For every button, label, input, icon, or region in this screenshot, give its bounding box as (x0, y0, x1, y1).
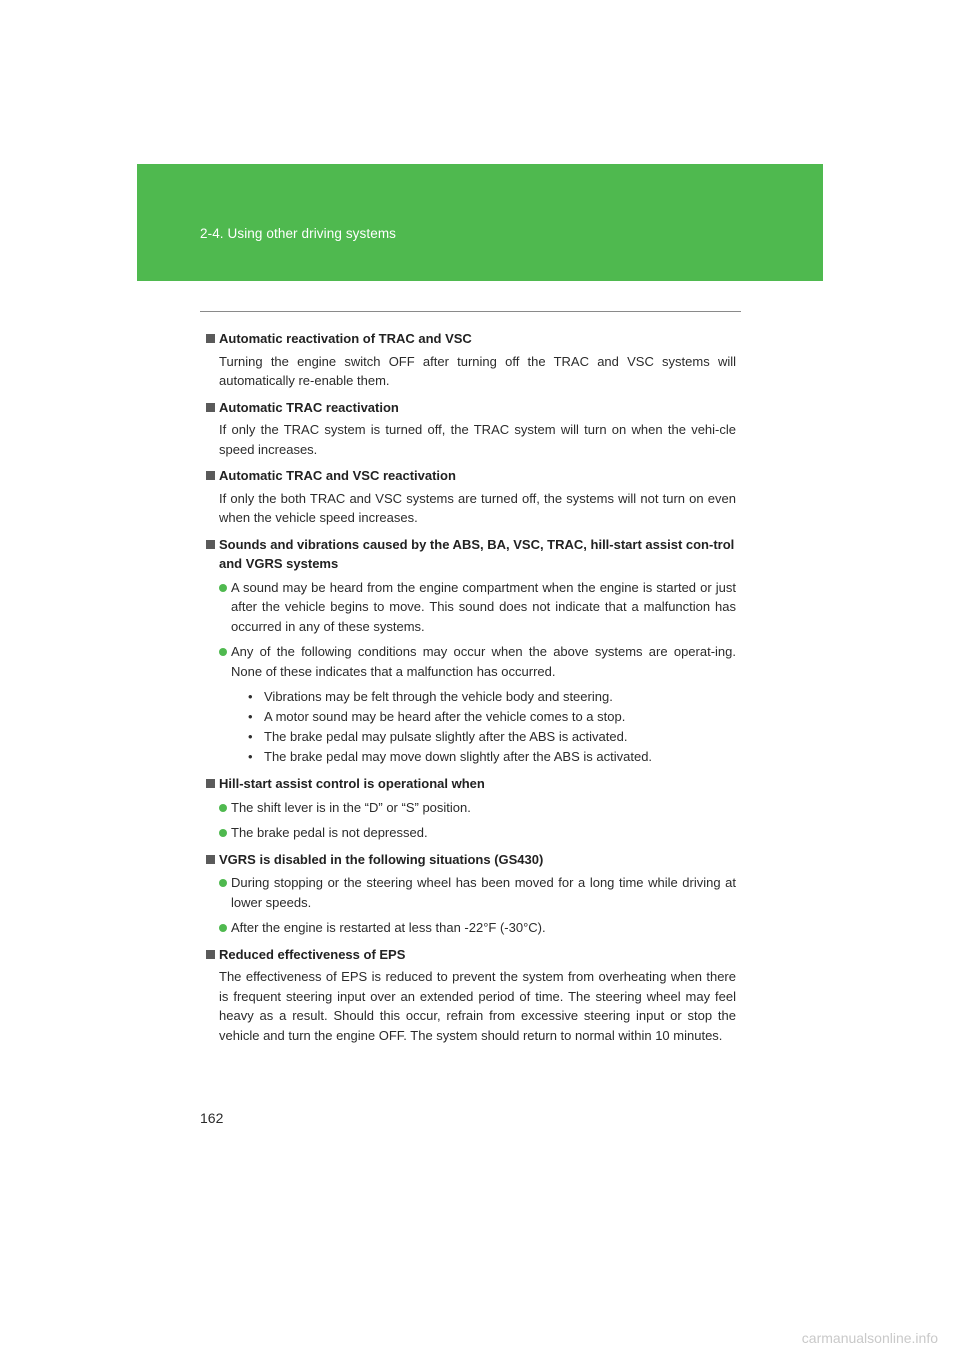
bullet-item (219, 578, 736, 637)
sub-list-item (248, 687, 736, 707)
bullet-dot-icon (219, 804, 227, 812)
bullet-dot-icon (219, 584, 227, 592)
section-heading (206, 850, 736, 870)
sub-list-marker: • (248, 729, 253, 744)
section-trac-reactivation (206, 398, 736, 460)
section-heading (206, 466, 736, 486)
heading-square-icon (206, 334, 215, 343)
section-title: 2-4. Using other driving systems (200, 226, 397, 241)
bullet-text: Any of the following conditions may occur when the above systems are operat-ing. None of these indicates that a malfunction has occurred. (231, 644, 736, 679)
sub-list-marker: • (248, 709, 253, 724)
heading-square-icon (206, 471, 215, 480)
page-content (206, 329, 736, 1052)
section-paragraph: If only the both TRAC and VSC systems are turned off, the systems will not turn on even when the vehicle speed increases. (219, 490, 736, 525)
section-trac-vsc-reactivation (206, 329, 736, 391)
bullet-text: The brake pedal is not depressed. (231, 825, 428, 840)
header-band (137, 164, 823, 281)
bullet-item (219, 873, 736, 912)
bullet-dot-icon (219, 829, 227, 837)
watermark: carmanualsonline.info (801, 1330, 938, 1346)
section-trac-and-vsc-reactivation (206, 466, 736, 528)
sub-list-text: A motor sound may be heard after the vehicle comes to a stop. (264, 709, 626, 724)
heading-square-icon (206, 855, 215, 864)
section-eps-effectiveness (206, 945, 736, 1046)
header-rule (200, 311, 741, 312)
heading-text: Reduced effectiveness of EPS (219, 946, 406, 962)
sub-list (248, 687, 736, 767)
bullet-item (219, 918, 736, 938)
section-paragraph: Turning the engine switch OFF after turning off the TRAC and VSC systems will automatically re-enable them. (219, 353, 736, 388)
bullet-dot-icon (219, 648, 227, 656)
section-heading (206, 398, 736, 418)
heading-square-icon (206, 403, 215, 412)
heading-square-icon (206, 950, 215, 959)
section-paragraph: If only the TRAC system is turned off, the TRAC system will turn on when the vehi-cle speed increases. (219, 422, 736, 457)
heading-text: Automatic TRAC and VSC reactivation (219, 468, 456, 483)
sub-list-text: The brake pedal may pulsate slightly after the ABS is activated. (264, 729, 628, 744)
section-vgrs-disabled (206, 850, 736, 938)
sub-list-item (248, 747, 736, 767)
bullet-dot-icon (219, 879, 227, 887)
heading-text: Sounds and vibrations caused by the ABS, BA, VSC, TRAC, hill-start assist con-trol and VGRS systems (219, 536, 735, 571)
heading-text: Hill-start assist control is operational when (219, 776, 485, 791)
bullet-text: A sound may be heard from the engine compartment when the engine is started or just after the vehicle begins to move. This sound does not indicate that a malfunction has occurred in any of these systems. (231, 579, 736, 634)
page-number: 162 (200, 1110, 224, 1126)
sub-list-marker: • (248, 749, 253, 764)
section-hill-start-assist (206, 774, 736, 843)
heading-text: Automatic reactivation of TRAC and VSC (219, 331, 472, 346)
sub-list-marker: • (248, 689, 253, 704)
sub-list-item (248, 707, 736, 727)
sub-list-item (248, 727, 736, 747)
section-heading (206, 329, 736, 349)
bullet-item (219, 642, 736, 681)
section-heading (206, 945, 736, 965)
heading-text: Automatic TRAC reactivation (219, 399, 399, 415)
section-sounds-and-vibrations (206, 535, 736, 768)
heading-text: VGRS is disabled in the following situations (GS430) (219, 851, 544, 867)
bullet-item (219, 798, 736, 818)
sub-list-text: The brake pedal may move down slightly after the ABS is activated. (264, 749, 653, 764)
bullet-text: The shift lever is in the “D” or “S” position. (231, 799, 471, 815)
sub-list-text: Vibrations may be felt through the vehicle body and steering. (264, 689, 613, 704)
bullet-text: After the engine is restarted at less than -22°F (-30°C). (231, 920, 546, 935)
bullet-text: During stopping or the steering wheel has been moved for a long time while driving at lower speeds. (231, 875, 736, 910)
bullet-item (219, 823, 736, 843)
heading-square-icon (206, 540, 215, 549)
heading-square-icon (206, 779, 215, 788)
section-paragraph: The effectiveness of EPS is reduced to prevent the system from overheating when there is frequent steering input over an extended period of time. The steering wheel may feel heavy as a result. Should this occur, refrain from excessive steering input or stop the vehicle and turn the engine OFF. The system should return to normal within 10 minutes. (219, 969, 736, 1043)
section-heading (206, 774, 736, 794)
section-heading (206, 535, 736, 574)
bullet-dot-icon (219, 924, 227, 932)
